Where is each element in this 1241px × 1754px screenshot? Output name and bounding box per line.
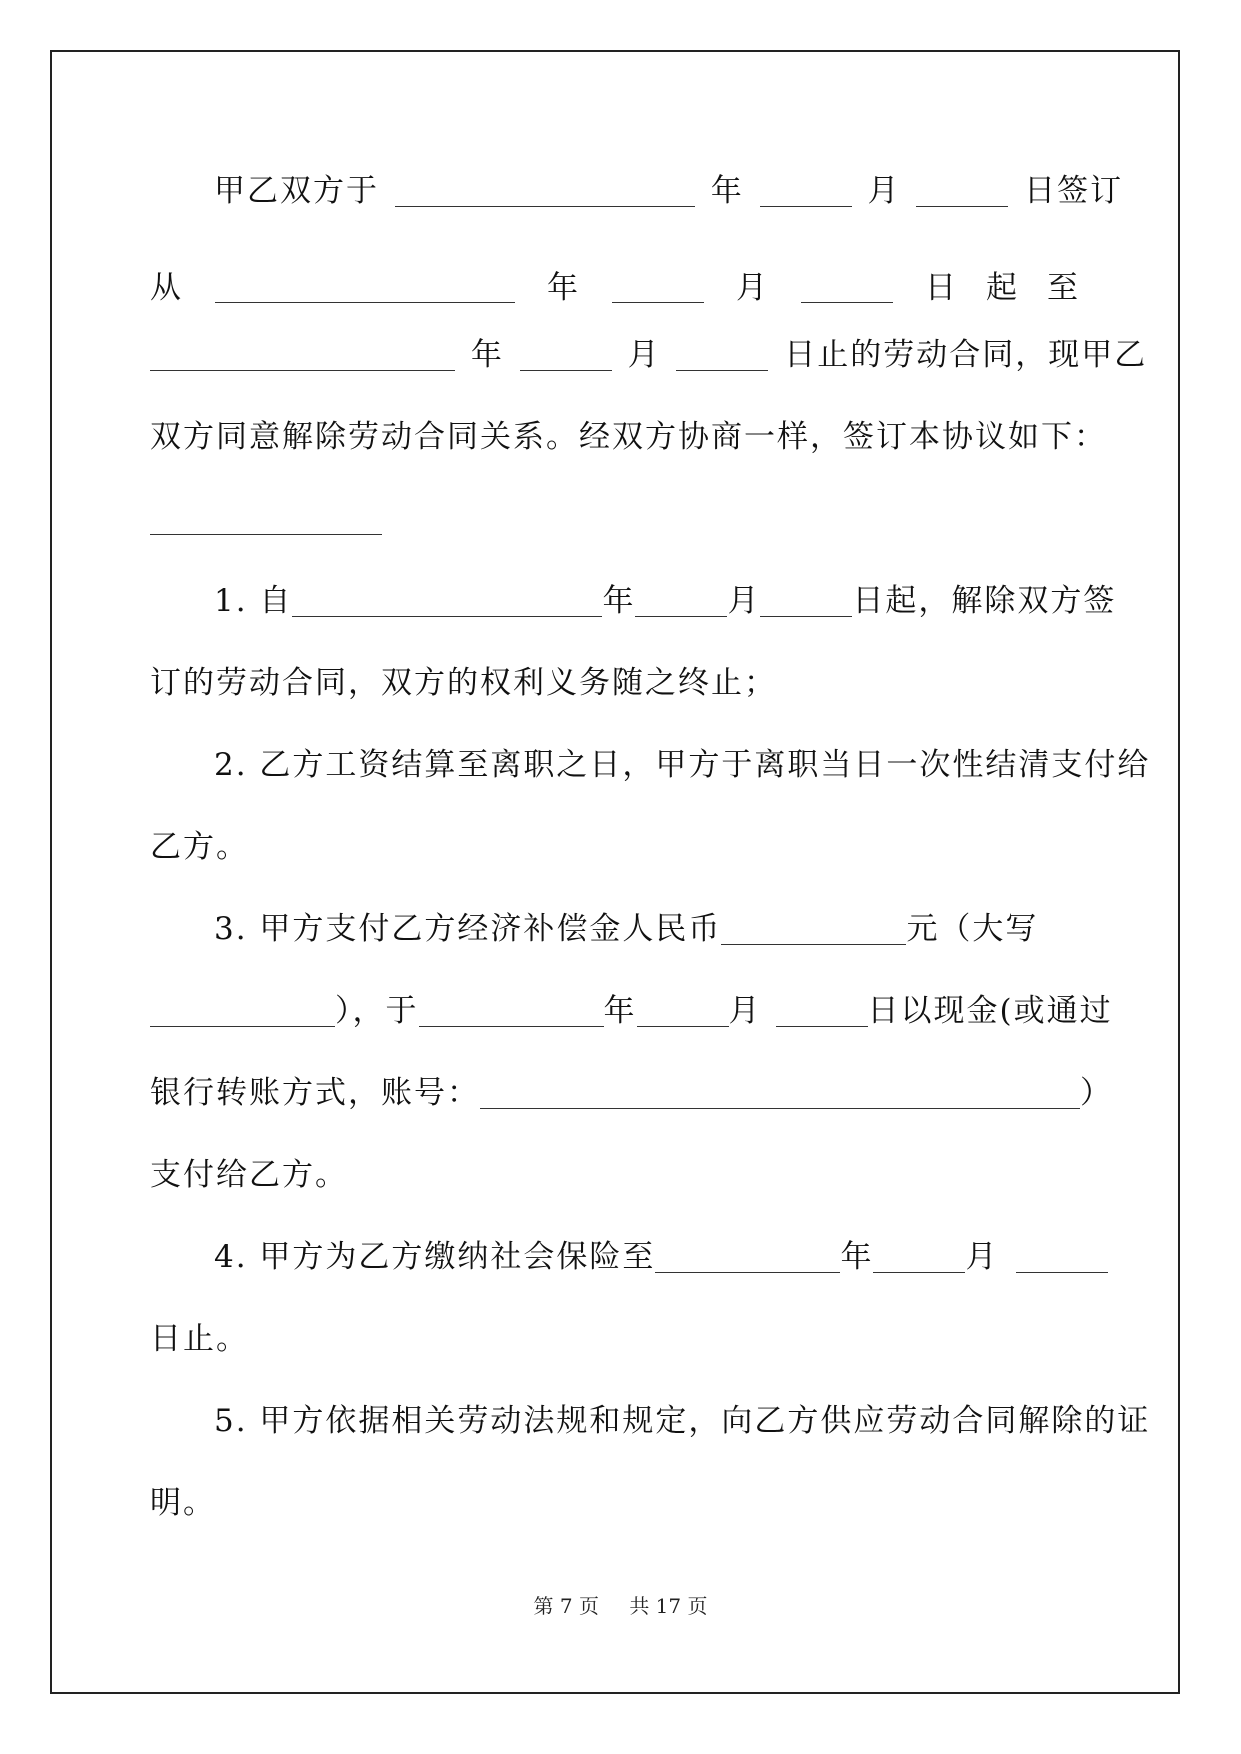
signature-blank-line: [150, 493, 1080, 575]
text: 月: [965, 1239, 999, 1275]
text: 年: [470, 337, 504, 373]
blank-field: [292, 588, 602, 617]
blank-field: [676, 342, 768, 371]
text: 订的劳动合同，双方的权利义务随之终止；: [150, 665, 777, 701]
blank-field: [150, 998, 335, 1027]
text: ），于: [335, 993, 419, 1029]
text: 月: [728, 993, 762, 1029]
text: 年: [840, 1239, 874, 1275]
text: 2. 乙方工资结算至离职之日，甲方于离职当日一次性结清支付给: [214, 747, 1151, 783]
text: 双方同意解除劳动合同关系。经双方协商一样，签订本协议如下：: [150, 419, 1107, 455]
item-3-line-3: [150, 1067, 1113, 1149]
blank-field: [637, 998, 729, 1027]
text: 日止的劳动合同，现甲乙: [784, 337, 1148, 373]
item-1-line-2: [150, 657, 1080, 739]
intro-line-3: [150, 329, 1148, 411]
text: 日起，解除双方签: [852, 583, 1117, 619]
text: 5. 甲方依据相关劳动法规和规定，向乙方供应劳动合同解除的证: [214, 1403, 1151, 1439]
text: 从: [150, 270, 183, 306]
item-2-line-1: [150, 739, 1151, 821]
text: 起: [986, 270, 1019, 306]
text: 乙方。: [150, 829, 249, 865]
blank-field: [655, 1244, 840, 1273]
blank-field: [612, 274, 704, 303]
item-1-line-1: [150, 575, 1117, 657]
item-5-line-2: [150, 1477, 1080, 1559]
text: 月: [727, 583, 761, 619]
text: 1. 自: [214, 583, 293, 619]
text: 元（大写: [906, 911, 1039, 947]
blank-field: [150, 342, 455, 371]
text: 年: [710, 173, 744, 209]
blank-field: [916, 178, 1008, 207]
blank-field: [776, 998, 868, 1027]
intro-line-2: [150, 247, 1080, 329]
text: 日以现金(或通过: [867, 993, 1113, 1029]
blank-field: [215, 274, 515, 303]
text: 明。: [150, 1485, 216, 1521]
text: 支付给乙方。: [150, 1157, 348, 1193]
blank-field: [520, 342, 612, 371]
item-3-line-2: [150, 985, 1113, 1067]
text: 月: [736, 270, 769, 306]
blank-field: [150, 506, 382, 535]
text: 日: [925, 270, 958, 306]
item-4-line-1: [150, 1231, 1080, 1313]
blank-field: [760, 588, 852, 617]
text: 年: [547, 270, 580, 306]
item-2-line-2: [150, 821, 1080, 903]
blank-field: [801, 274, 893, 303]
intro-line-4: [150, 411, 1107, 493]
text: 甲乙双方于: [214, 173, 379, 209]
blank-field: [419, 998, 604, 1027]
item-5-line-1: [150, 1395, 1151, 1477]
text: ）: [1080, 1075, 1113, 1111]
blank-field: [635, 588, 727, 617]
page-number: 第 7 页: [533, 1594, 599, 1618]
blank-field: [395, 178, 695, 207]
item-4-line-2: [150, 1313, 1080, 1395]
blank-field: [480, 1080, 1080, 1109]
blank-field: [760, 178, 852, 207]
page-footer: [0, 1590, 1241, 1619]
text: 4. 甲方为乙方缴纳社会保险至: [214, 1239, 656, 1275]
blank-field: [1016, 1244, 1108, 1273]
blank-field: [721, 916, 906, 945]
text: 银行转账方式，账号：: [150, 1075, 480, 1111]
text: 年: [602, 583, 636, 619]
document-body: [150, 165, 1151, 1559]
item-3-line-4: [150, 1149, 1080, 1231]
item-3-line-1: [150, 903, 1080, 985]
text: 月: [867, 173, 901, 209]
text: 日签订: [1024, 173, 1124, 209]
text: 年: [603, 993, 637, 1029]
text: 日止。: [150, 1321, 249, 1357]
text: 月: [627, 337, 661, 373]
text: 3. 甲方支付乙方经济补偿金人民币: [214, 911, 722, 947]
page-total: 共 17 页: [629, 1594, 708, 1618]
intro-line-1: [150, 165, 1124, 247]
text: 至: [1047, 270, 1080, 306]
blank-field: [873, 1244, 965, 1273]
